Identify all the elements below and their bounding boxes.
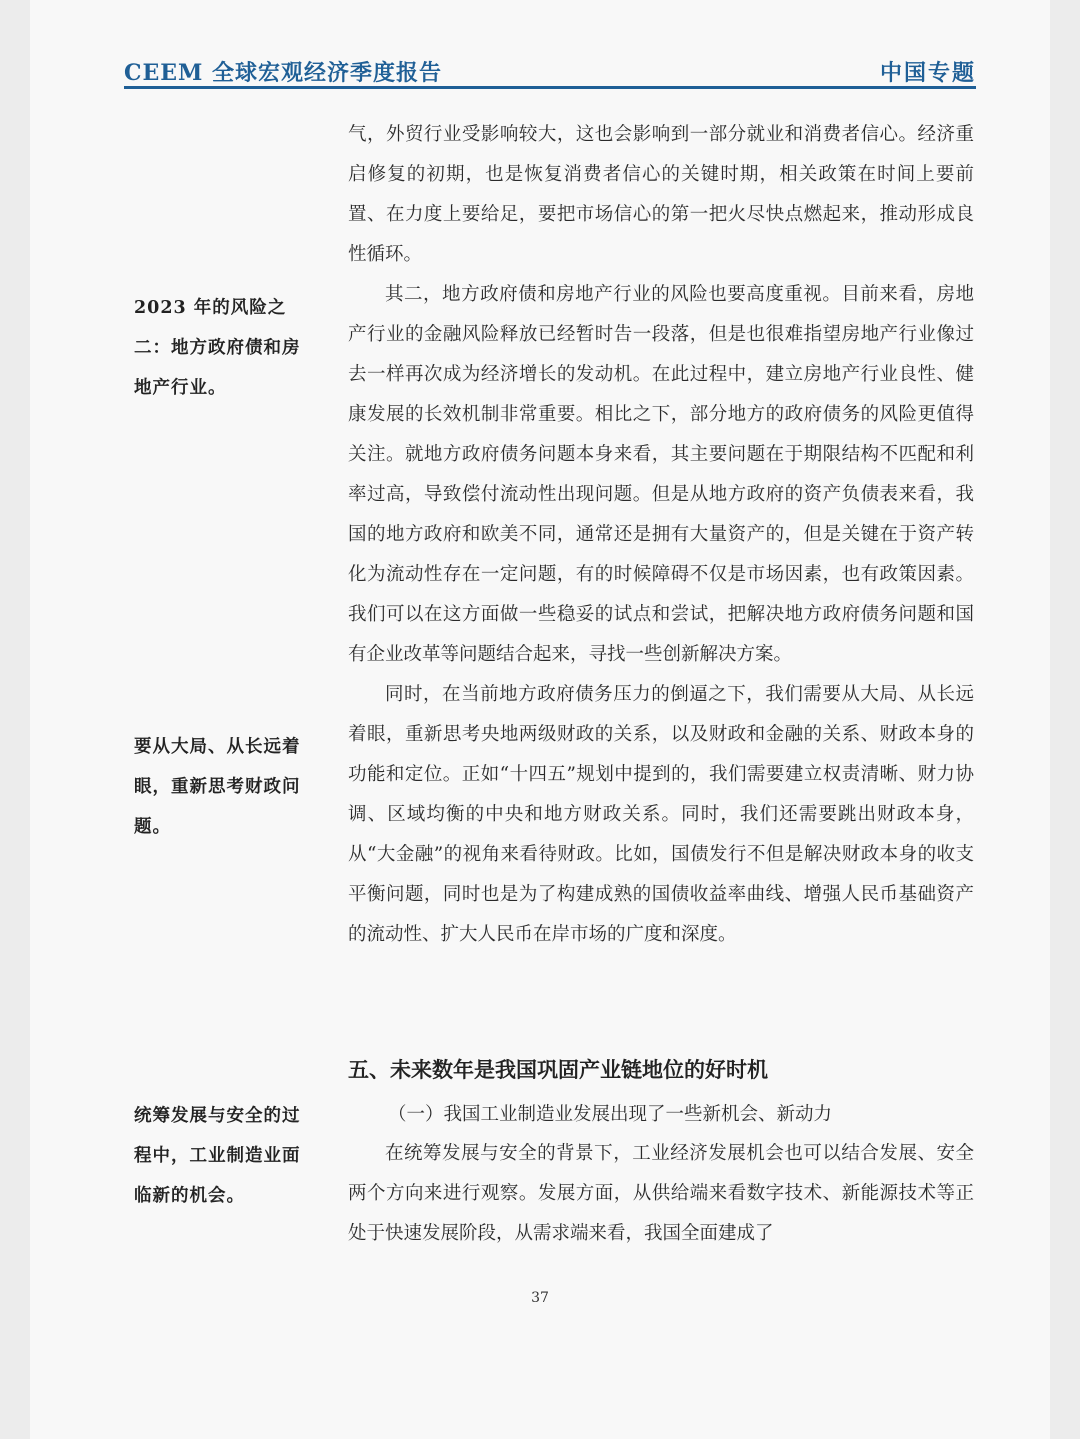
report-title: CEEM 全球宏观经济季度报告 [124,60,443,86]
paragraph: 同时，在当前地方政府债务压力的倒逼之下，我们需要从大局、从长远着眼，重新思考央地两级财政的关系，以及财政和金融的关系、财政本身的功能和定位。正如“十四五”规划中提到的，我们需要建立权责清晰、财力协调、区域均衡的中央和地方财政关系。同时，我们还需要跳出财政本身，从“大金融”的视角来看待财政。比如，国债发行不但是解决财政本身的收支平衡问题，同时也是为了构建成熟的国债收益率曲线、增强人民币基础资产的流动性、扩大人民币在岸市场的广度和深度。 [348,684,974,945]
body-text-top [348,115,974,955]
subsection-heading: （一）我国工业制造业发展出现了一些新机会、新动力 [388,1104,833,1125]
section-label: 中国专题 [879,60,976,86]
margin-note: 要从大局、从长远着眼，重新思考财政问题。 [134,737,301,837]
paragraph: 其二，地方政府债和房地产行业的风险也要高度重视。目前来看，房地产行业的金融风险释放已经暂时告一段落，但是也很难指望房地产行业像过去一样再次成为经济增长的发动机。在此过程中，建立房地产行业良性、健康发展的长效机制非常重要。相比之下，部分地方的政府债务的风险更值得关注。就地方政府债务问题本身来看，其主要问题在于期限结构不匹配和利率过高，导致偿付流动性出现问题。但是从地方政府的资产负债表来看，我国的地方政府和欧美不同，通常还是拥有大量资产的，但是关键在于资产转化为流动性存在一定问题，有的时候障碍不仅是市场因素，也有政策因素。我们可以在这方面做一些稳妥的试点和尝试，把解决地方政府债务问题和国有企业改革等问题结合起来，寻找一些创新解决方案。 [348,284,974,665]
paragraph: 在统筹发展与安全的背景下，工业经济发展机会也可以结合发展、安全两个方向来进行观察。发展方面，从供给端来看数字技术、新能源技术等正处于快速发展阶段，从需求端来看，我国全面建成了 [348,1143,974,1244]
body-text-bottom [348,1134,974,1254]
page-number: 37 [531,1290,549,1306]
section-heading: 五、未来数年是我国巩固产业链地位的好时机 [348,1057,768,1082]
margin-note: 统筹发展与安全的过程中，工业制造业面临新的机会。 [134,1106,301,1206]
paragraph: 气，外贸行业受影响较大，这也会影响到一部分就业和消费者信心。经济重启修复的初期，也是恢复消费者信心的关键时期，相关政策在时间上要前置、在力度上要给足，要把市场信心的第一把火尽快点燃起来，推动形成良性循环。 [348,124,974,265]
header-rule [124,86,976,89]
page-header [124,56,976,88]
margin-note: 2023 年的风险之二：地方政府债和房地产行业。 [134,298,301,398]
